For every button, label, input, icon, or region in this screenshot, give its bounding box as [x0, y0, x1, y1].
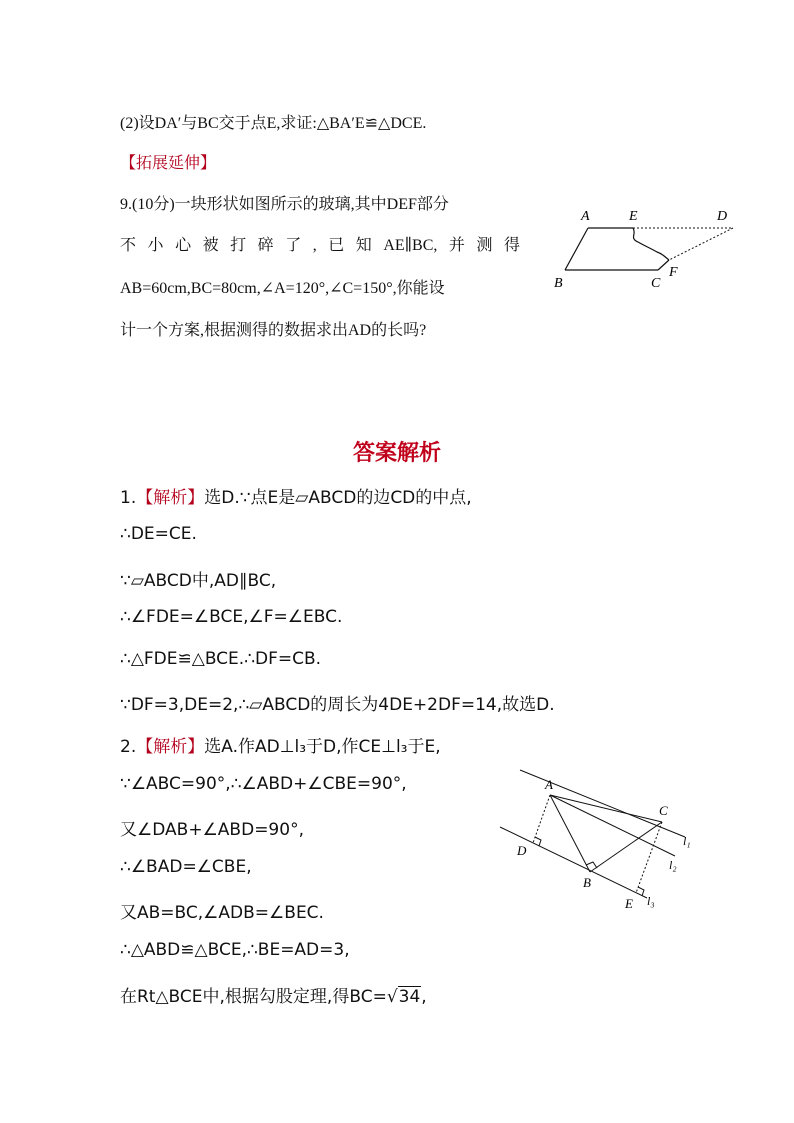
label-l3: l₃: [647, 894, 655, 908]
ans1-line1: 1.【解析】选D.∵点E是▱ABCD的边CD的中点,: [120, 488, 472, 508]
segment-cf: [658, 260, 669, 270]
label-e: E: [629, 209, 638, 224]
ans1-line2: ∴DE=CE.: [120, 524, 197, 544]
segment-ac: [550, 795, 662, 822]
sqrt-symbol: √: [386, 987, 398, 1007]
label-b: B: [583, 875, 591, 890]
label-c: C: [651, 276, 661, 291]
ans2-line6: ∴△ABD≌△BCE,∴BE=AD=3,: [120, 940, 350, 960]
sqrt-radicand: 34: [398, 987, 421, 1007]
label-e: E: [625, 896, 633, 911]
extension-heading: 【拓展延伸】: [120, 153, 217, 172]
ans2-line2: ∵∠ABC=90°,∴∠ABD+∠CBE=90°,: [120, 774, 407, 794]
dotted-ad: [533, 795, 550, 843]
ans2-line7: 在Rt△BCE中,根据勾股定理,得BC=√34,: [120, 987, 427, 1007]
dotted-df: [669, 228, 733, 260]
ans1-line6: ∵DF=3,DE=2,∴▱ABCD的周长为4DE+2DF=14,故选D.: [120, 695, 555, 715]
ans1-line3: ∵▱ABCD中,AD∥BC,: [120, 571, 277, 591]
ans2-line3: 又∠DAB+∠ABD=90°,: [120, 820, 304, 840]
segment-ba: [565, 228, 588, 270]
ans1-line4: ∴∠FDE=∠BCE,∠F=∠EBC.: [120, 607, 343, 627]
q9-line3: AB=60cm,BC=80cm,∠A=120°,∠C=150°,你能设: [120, 280, 445, 297]
q9-line2: 不小心被打碎了,已知AE∥BC,并测得: [120, 237, 520, 254]
dotted-ce: [636, 822, 662, 893]
label-l2: l₂: [669, 858, 677, 872]
broken-edge: [633, 228, 669, 260]
ans2-line4: ∴∠BAD=∠CBE,: [120, 857, 252, 877]
ans2-parallel-lines-figure: [495, 765, 705, 915]
label-l1: l₁: [683, 834, 691, 848]
q9-line1: 9.(10分)一块形状如图所示的玻璃,其中DEF部分: [120, 196, 449, 213]
label-a: A: [545, 777, 553, 792]
q9-glass-figure: [545, 200, 745, 295]
segment-bc: [590, 822, 662, 872]
q8-part2: (2)设DA′与BC交于点E,求证:△BA′E≌△DCE.: [120, 115, 427, 132]
label-d: D: [717, 209, 728, 224]
line-l3: [500, 827, 647, 898]
q9-line4: 计一个方案,根据测得的数据求出AD的长吗?: [120, 322, 427, 339]
ans1-line5: ∴△FDE≌△BCE.∴DF=CB.: [120, 649, 322, 669]
answer-title: 答案解析: [352, 441, 441, 466]
ans2-line1: 2.【解析】选A.作AD⊥l₃于D,作CE⊥l₃于E,: [120, 737, 441, 757]
ans2-line5: 又AB=BC,∠ADB=∠BEC.: [120, 903, 324, 923]
label-a: A: [581, 209, 590, 224]
label-c: C: [659, 803, 668, 818]
label-b: B: [554, 276, 563, 291]
label-f: F: [669, 265, 678, 280]
label-d: D: [517, 843, 527, 858]
